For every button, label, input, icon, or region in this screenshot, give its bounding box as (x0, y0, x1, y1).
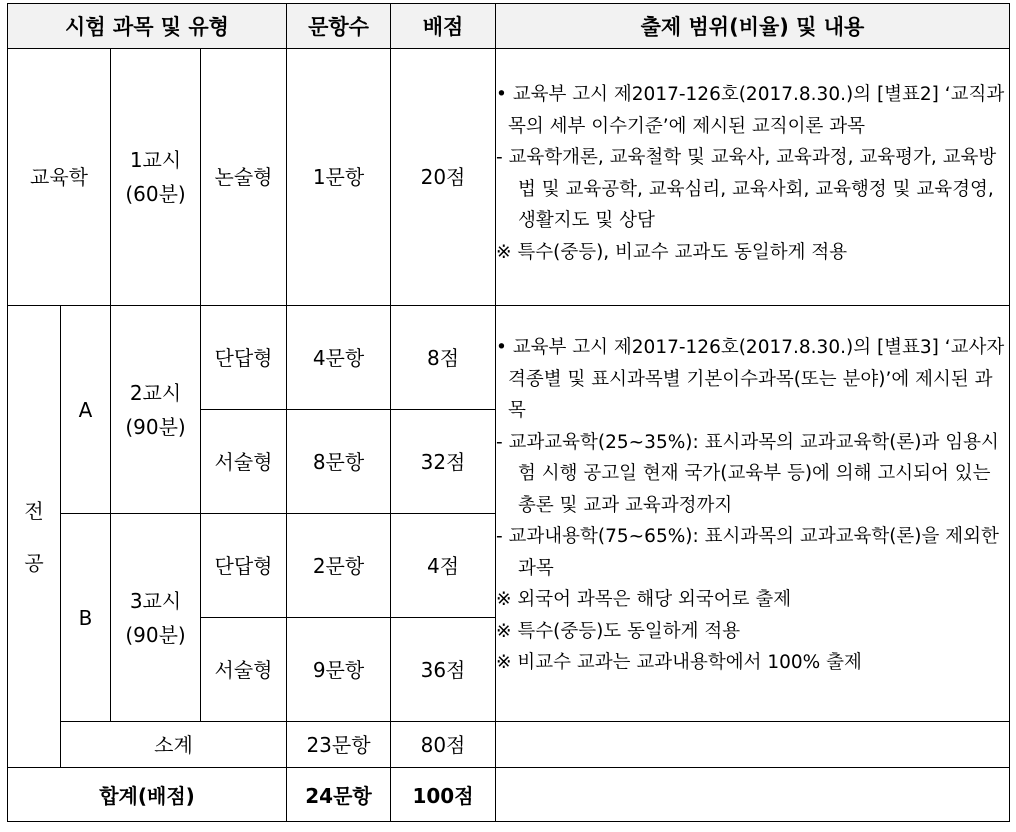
major-scope-line: ※ 특수(중등)도 동일하게 적용 (496, 620, 741, 642)
major-scope-line: - 교과교육학(25~35%): 표시과목의 교과교육학(론)과 임용시험 시행 공고일 현재 국가(교육부 등)에 의해 고시되어 있는 총론 및 교과 교육과정까지 (496, 431, 999, 516)
subtotal-label: 소계 (61, 722, 287, 768)
education-scope-line: ※ 특수(중등), 비교수 교과도 동일하게 적용 (496, 241, 848, 263)
education-subject: 교육학 (8, 49, 111, 306)
major-a-count: 4문항 (287, 306, 391, 410)
major-b-period-cell (111, 514, 201, 722)
major-scope (496, 306, 1010, 722)
major-a-short-row (8, 306, 1010, 410)
education-scope-line: • 교육부 고시 제2017-126호(2017.8.30.)의 [별표2] ‘교직과목의 세부 이수기준’에 제시된 교직이론 과목 (496, 84, 1005, 137)
header-subject-type: 시험 과목 및 유형 (8, 4, 287, 49)
major-b-type: 서술형 (201, 618, 287, 722)
major-a-points: 32점 (391, 410, 496, 514)
major-b-points: 36점 (391, 618, 496, 722)
total-label: 합계(배점) (8, 768, 287, 822)
education-scope-line: - 교육학개론, 교육철학 및 교육사, 교육과정, 교육평가, 교육방법 및 교육공학, 교육심리, 교육사회, 교육행정 및 교육경영, 생활지도 및 상담 (496, 147, 997, 231)
major-b-points: 4점 (391, 514, 496, 618)
major-a-type: 서술형 (201, 410, 287, 514)
major-a-points: 8점 (391, 306, 496, 410)
major-a-type: 단답형 (201, 306, 287, 410)
total-count: 24문항 (287, 768, 391, 822)
major-a-count: 8문항 (287, 410, 391, 514)
subtotal-points: 80점 (391, 722, 496, 768)
subtotal-scope-empty (496, 722, 1010, 768)
major-b-type: 단답형 (201, 514, 287, 618)
education-type: 논술형 (201, 49, 287, 306)
header-points: 배점 (391, 4, 496, 49)
total-scope-empty (496, 768, 1010, 822)
major-b-count: 9문항 (287, 618, 391, 722)
education-points: 20점 (391, 49, 496, 306)
education-scope (496, 49, 1010, 306)
major-a-period: 2교시 (129, 380, 182, 405)
major-a-label: A (61, 306, 111, 514)
major-label-2: 공 (24, 550, 44, 575)
total-row (8, 768, 1010, 822)
major-label (8, 306, 61, 768)
major-b-count: 2문항 (287, 514, 391, 618)
education-period: 1교시 (129, 148, 182, 172)
major-scope-line: • 교육부 고시 제2017-126호(2017.8.30.)의 [별표3] ‘교사자격종별 및 표시과목별 기본이수과목(또는 분야)’에 제시된 과목 (496, 337, 1005, 421)
major-b-label: B (61, 514, 111, 722)
major-scope-line: - 교과내용학(75~65%): 표시과목의 교과교육학(론)을 제외한 과목 (496, 526, 999, 579)
header-scope: 출제 범위(비율) 및 내용 (496, 4, 1010, 49)
major-scope-line: ※ 외국어 과목은 해당 외국어로 출제 (496, 589, 792, 610)
exam-structure-table (7, 3, 1010, 822)
major-b-duration: (90분) (125, 622, 186, 647)
education-row (8, 49, 1010, 306)
major-a-duration: (90분) (125, 414, 186, 439)
total-points: 100점 (391, 768, 496, 822)
major-label-1: 전 (24, 498, 44, 523)
header-row (8, 4, 1010, 49)
major-scope-line: ※ 비교수 교과는 교과내용학에서 100% 출제 (496, 652, 862, 673)
subtotal-count: 23문항 (287, 722, 391, 768)
subtotal-row (8, 722, 1010, 768)
major-b-period: 3교시 (129, 588, 182, 613)
major-a-period-cell (111, 306, 201, 514)
header-question-count: 문항수 (287, 4, 391, 49)
education-duration: (60분) (125, 182, 186, 206)
education-period-cell (111, 49, 201, 306)
education-count: 1문항 (287, 49, 391, 306)
